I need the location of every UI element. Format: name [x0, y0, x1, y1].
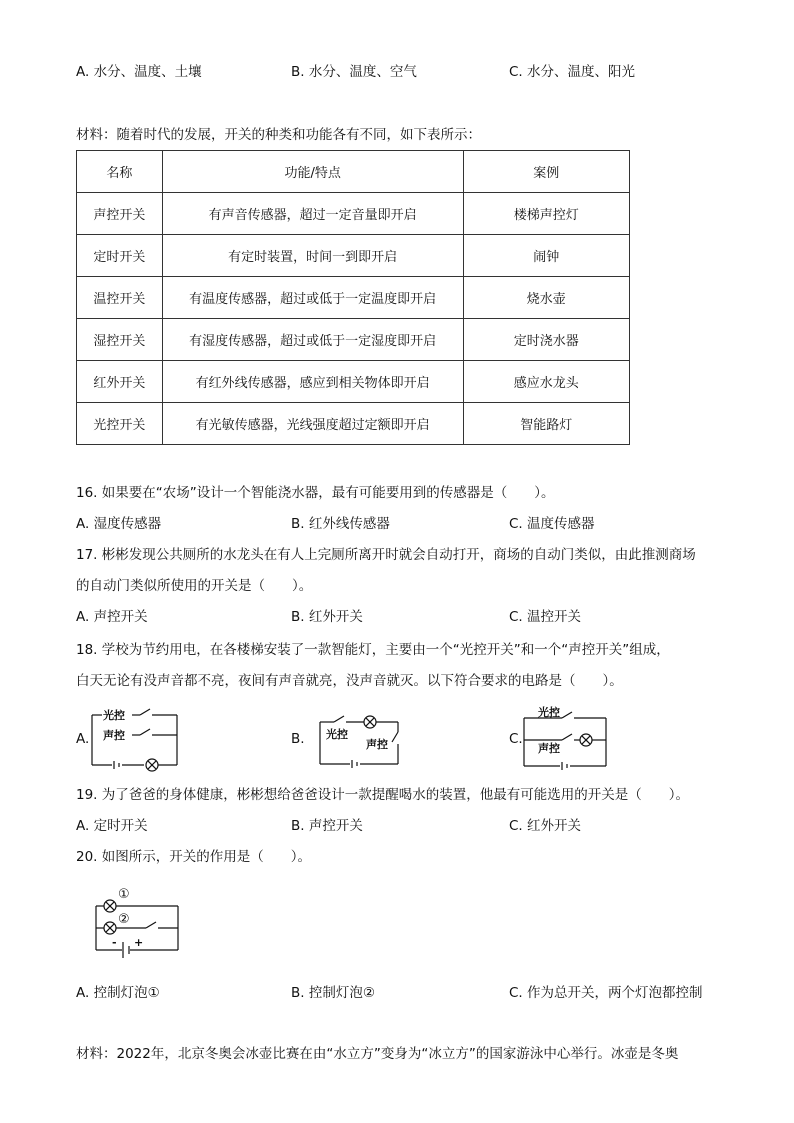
q17-stem: 17. 彬彬发现公共厕所的水龙头在有人上完厕所离开时就会自动打开，商场的自动门类似，由此推测商场 [76, 547, 696, 563]
q18-option-c[interactable]: C. [509, 731, 523, 747]
light-switch-label: 光控 [538, 706, 560, 719]
table-cell: 有湿度传感器，超过或低于一定湿度即开启 [162, 319, 463, 361]
q20-option-a[interactable]: A. 控制灯泡① [76, 985, 160, 1001]
table-header: 功能/特点 [162, 151, 463, 193]
table-cell: 光控开关 [77, 403, 163, 445]
table-cell: 有温度传感器，超过或低于一定温度即开启 [162, 277, 463, 319]
table-row [77, 235, 630, 277]
q15-option-a[interactable]: A. 水分、温度、土壤 [76, 64, 202, 80]
q19-option-c[interactable]: C. 红外开关 [509, 818, 582, 834]
material-2: 材料：2022年，北京冬奥会冰壶比赛在由“水立方”变身为“冰立方”的国家游泳中心举行。冰壶是冬奥 [76, 1046, 679, 1062]
battery-minus-label: - [112, 936, 117, 949]
switch-table [76, 150, 630, 445]
q19-option-a[interactable]: A. 定时开关 [76, 818, 148, 834]
bulb-1-label: ① [118, 887, 130, 902]
q18-circuit-a[interactable] [92, 705, 192, 775]
table-cell: 有声音传感器，超过一定音量即开启 [162, 193, 463, 235]
q20-circuit [96, 884, 186, 970]
light-switch-label: 光控 [103, 709, 125, 722]
q19-stem: 19. 为了爸爸的身体健康，彬彬想给爸爸设计一款提醒喝水的装置，他最有可能选用的开关是（ ）。 [76, 787, 690, 803]
q18-circuit-c[interactable] [524, 706, 624, 774]
light-switch-label: 光控 [326, 728, 348, 741]
q16-stem: 16. 如果要在“农场”设计一个智能浇水器，最有可能要用到的传感器是（ ）。 [76, 485, 555, 501]
table-cell: 有红外线传感器，感应到相关物体即开启 [162, 361, 463, 403]
q18-stem: 18. 学校为节约用电，在各楼梯安装了一款智能灯，主要由一个“光控开关”和一个“声控开关”组成， [76, 642, 670, 658]
battery-plus-label: + [134, 936, 144, 949]
q17-option-b[interactable]: B. 红外开关 [291, 609, 363, 625]
q17-option-a[interactable]: A. 声控开关 [76, 609, 148, 625]
sound-switch-label: 声控 [538, 742, 560, 755]
q20-option-b[interactable]: B. 控制灯泡② [291, 985, 375, 1001]
table-row [77, 277, 630, 319]
table-cell: 感应水龙头 [463, 361, 629, 403]
table-cell: 有定时装置，时间一到即开启 [162, 235, 463, 277]
sound-switch-label: 声控 [103, 729, 125, 742]
q18-stem-cont: 白天无论有没声音都不亮，夜间有声音就亮，没声音就灭。以下符合要求的电路是（ ）。 [76, 673, 623, 689]
q20-option-c[interactable]: C. 作为总开关，两个灯泡都控制 [509, 985, 703, 1001]
material-intro: 材料：随着时代的发展，开关的种类和功能各有不同，如下表所示： [76, 127, 481, 143]
q19-option-b[interactable]: B. 声控开关 [291, 818, 363, 834]
table-cell: 湿控开关 [77, 319, 163, 361]
q15-option-b[interactable]: B. 水分、温度、空气 [291, 64, 417, 80]
bulb-2-label: ② [118, 912, 130, 927]
table-cell: 声控开关 [77, 193, 163, 235]
q17-stem-cont: 的自动门类似所使用的开关是（ ）。 [76, 578, 313, 594]
table-cell: 定时开关 [77, 235, 163, 277]
table-cell: 楼梯声控灯 [463, 193, 629, 235]
q15-option-c[interactable]: C. 水分、温度、阳光 [509, 64, 636, 80]
q20-stem: 20. 如图所示，开关的作用是（ ）。 [76, 849, 312, 865]
table-cell: 闹钟 [463, 235, 629, 277]
table-header: 名称 [77, 151, 163, 193]
q18-option-b[interactable]: B. [291, 731, 305, 747]
q18-option-a[interactable]: A. [76, 731, 90, 747]
table-row [77, 403, 630, 445]
table-header: 案例 [463, 151, 629, 193]
table-cell: 智能路灯 [463, 403, 629, 445]
q16-option-c[interactable]: C. 温度传感器 [509, 516, 595, 532]
q16-option-a[interactable]: A. 湿度传感器 [76, 516, 162, 532]
q18-circuit-b[interactable] [320, 712, 410, 772]
sound-switch-label: 声控 [366, 738, 388, 751]
table-cell: 定时浇水器 [463, 319, 629, 361]
table-cell: 温控开关 [77, 277, 163, 319]
table-cell: 红外开关 [77, 361, 163, 403]
table-header-row [77, 151, 630, 193]
q17-option-c[interactable]: C. 温控开关 [509, 609, 582, 625]
table-cell: 有光敏传感器，光线强度超过定额即开启 [162, 403, 463, 445]
table-row [77, 361, 630, 403]
table-row [77, 319, 630, 361]
table-row [77, 193, 630, 235]
q16-option-b[interactable]: B. 红外线传感器 [291, 516, 390, 532]
table-cell: 烧水壶 [463, 277, 629, 319]
